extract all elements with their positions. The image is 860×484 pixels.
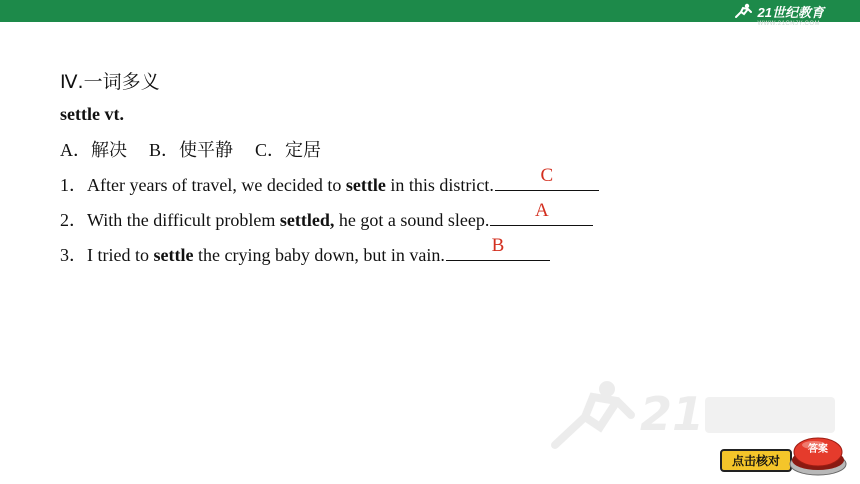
answer-text-2: A xyxy=(534,200,549,221)
brand-subtitle: WWW.21CNJY.COM xyxy=(757,21,820,27)
meaning-options xyxy=(60,136,321,162)
question-2: 2．With the difficult problem settled, he got a sound sleep. A xyxy=(60,206,593,232)
option-b: B．使平静 xyxy=(149,140,234,161)
answer-text-1: C xyxy=(540,165,554,186)
option-a: A．解决 xyxy=(60,140,127,161)
brand-logo xyxy=(732,1,824,21)
answer-blank-1[interactable] xyxy=(495,165,599,191)
section-title: Ⅳ.一词多义 xyxy=(60,71,160,93)
question-3: 3．I tried to settle the crying baby down, but in vain. B xyxy=(60,241,550,267)
check-answer-button[interactable]: 点击核对 xyxy=(720,449,792,472)
runner-icon xyxy=(732,3,754,19)
answer-blank-3[interactable] xyxy=(446,235,550,261)
answer-text-3: B xyxy=(491,235,505,256)
header-bar xyxy=(0,0,860,22)
question-1: 1．After years of travel, we decided to settle in this district. C xyxy=(60,171,599,197)
answer-blank-2[interactable] xyxy=(490,200,593,226)
brand-name: 21世纪教育 xyxy=(757,4,824,20)
option-c: C．定居 xyxy=(255,140,322,161)
answer-button-label[interactable]: 答案 xyxy=(808,444,828,455)
svg-text:21: 21 xyxy=(640,387,705,441)
vocab-word: settle vt. xyxy=(60,104,124,124)
